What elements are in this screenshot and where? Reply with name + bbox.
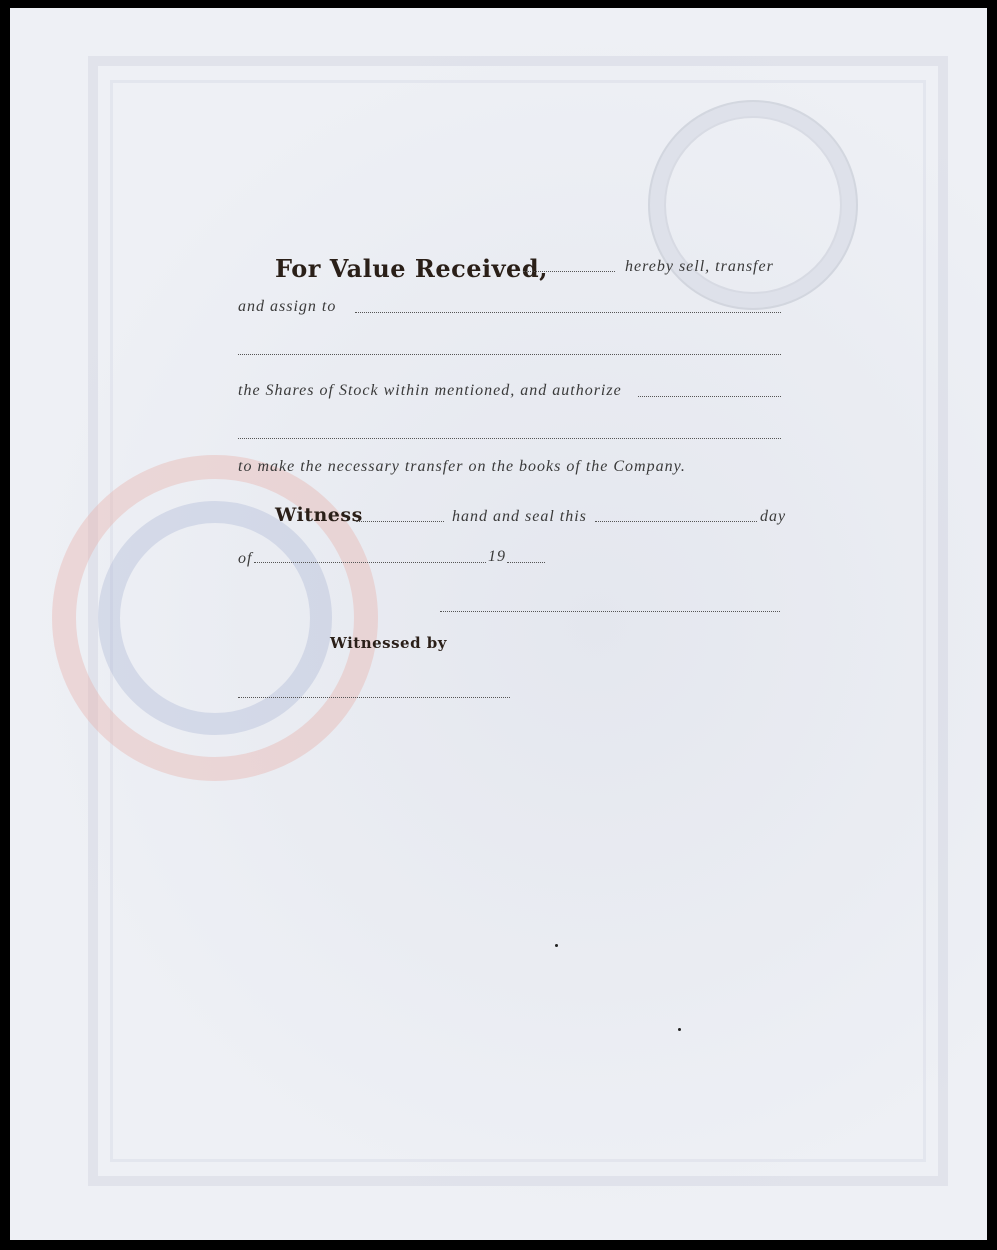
transfer-text: to make the necessary transfer on the books of the Company. [238, 458, 686, 475]
form-heading: For Value Received, [275, 254, 548, 283]
witnessed-by-label: Witnessed by [330, 634, 448, 652]
witness-label: Witness [275, 504, 363, 526]
month-line[interactable] [254, 562, 486, 563]
shares-text: the Shares of Stock within mentioned, and authorize [238, 382, 622, 399]
sell-transfer-text: hereby sell, transfer [625, 258, 774, 275]
witness-name-line[interactable] [356, 521, 444, 522]
attorney-line-2[interactable] [238, 438, 781, 439]
signature-line[interactable] [440, 611, 780, 612]
day-label: day [760, 508, 787, 525]
of-label: of [238, 550, 253, 567]
heading-row [275, 254, 548, 283]
attorney-line[interactable] [638, 396, 781, 397]
assignee-line[interactable] [355, 312, 781, 313]
certificate-back-page [10, 8, 987, 1240]
paper-speck [678, 1028, 681, 1031]
hand-seal-text: hand and seal this [452, 508, 587, 525]
paper-speck [555, 944, 558, 947]
year-line[interactable] [507, 562, 545, 563]
seller-name-line[interactable] [523, 271, 615, 272]
assignee-line-2[interactable] [238, 354, 781, 355]
witness-signature-line[interactable] [238, 697, 510, 698]
day-line[interactable] [595, 521, 757, 522]
year-prefix: 19 [488, 548, 506, 565]
witnessed-by-row [330, 634, 447, 653]
transfer-form [10, 8, 987, 1240]
witness-row [275, 504, 363, 526]
assign-label: and assign to [238, 298, 337, 315]
